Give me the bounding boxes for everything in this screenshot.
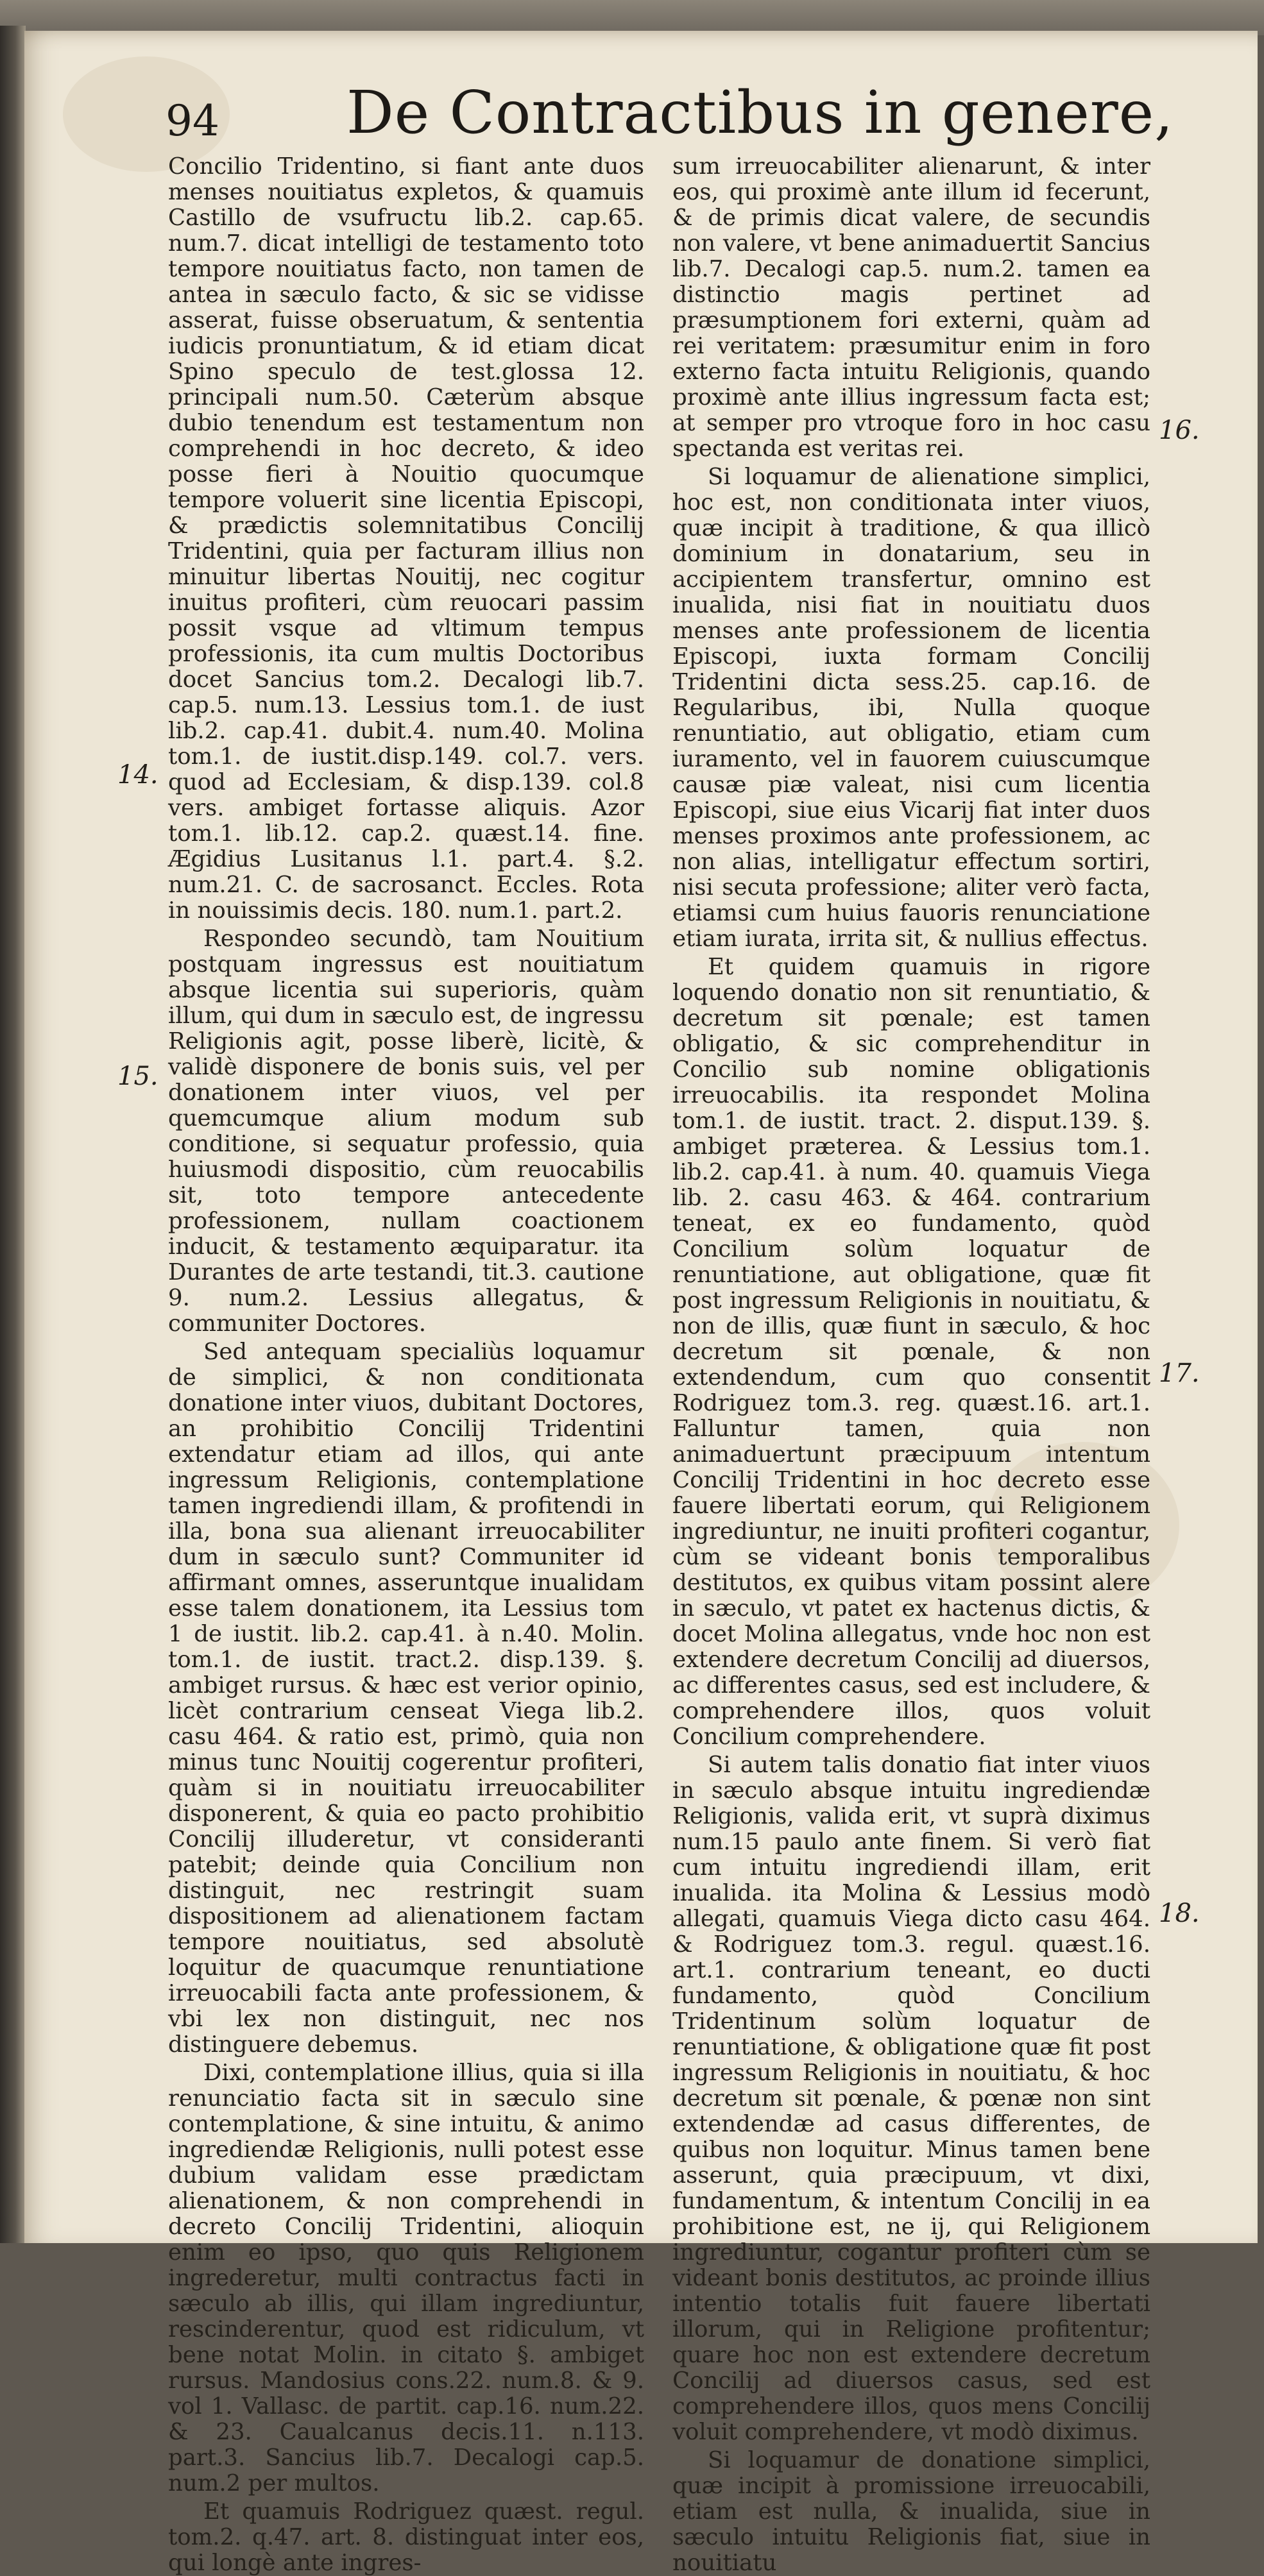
running-title: De Contractibus in genere, [346, 78, 1174, 147]
right-column [672, 154, 1150, 2576]
paragraph: Si loquamur de donatione simplici, quæ incipit à promissione irreuocabili, etiam est nulla, & inualida, siue in sæculo intuitu Religionis fiat, siue in nouitiatu [672, 2447, 1150, 2576]
page-number: 94 [166, 96, 219, 146]
paragraph: Dixi, contemplatione illius, quia si illa renunciatio facta sit in sæculo sine contemplatione, & sine intuitu, & animo ingrediendæ Religionis, nulli potest esse dubium validam esse prædictam alienationem, & non comprehendi in decreto Concilij Tridentini, alioquin enim eo ipso, quo quis Religionem ingrederetur, multi contractus facti in sæculo ab illis, qui illam ingrediuntur, rescinderentur, quod est ridiculum, vt bene notat Molin. in citato §. ambiget rursus. Mandosius cons.22. num.8. & 9. vol 1. Vallasc. de partit. cap.16. num.22. & 23. Caualcanus decis.11. n.113. part.3. Sancius lib.7. Decalogi cap.5. num.2 per multos. [168, 2060, 644, 2496]
paragraph: sum irreuocabiliter alienarunt, & inter eos, qui proximè ante illum id fecerunt, & de primis dicat valere, de secundis non valere, vt bene animaduertit Sancius lib.7. Decalogi cap.5. num.2. tamen ea distinctio magis pertinet ad præsumptionem fori externi, quàm ad rei veritatem: præsumitur enim in foro externo facta intuitu Religionis, quando proximè ante illius ingressum facta est; at semper pro vtroque foro in hoc casu spectanda est veritas rei. [672, 153, 1150, 462]
paragraph: Respondeo secundò, tam Nouitium postquam ingressus est nouitiatum absque licentia sui superioris, quàm illum, qui dum in sæculo est, de ingressu Religionis agit, posse liberè, licitè, & validè disponere de bonis suis, vel per donationem inter viuos, vel per quemcumque alium modum sub conditione, si sequatur professio, quia huiusmodi dispositio, cùm reuocabilis sit, toto tempore antecedente professionem, nullam coactionem inducit, & testamento æquiparatur. ita Durantes de arte testandi, tit.3. cautione 9. num.2. Lessius allegatus, & communiter Doctores. [168, 926, 644, 1337]
paragraph: Sed antequam specialiùs loquamur de simplici, & non conditionata donatione inter viuos, dubitant Doctores, an prohibitio Concilij Tridentini extendatur etiam ad illos, qui ante ingressum Religionis, contemplatione tamen ingrediendi illam, & profitendi in illa, bona sua alienant irreuocabiliter dum in sæculo sunt? Communiter id affirmant omnes, asseruntque inualidam esse talem donationem, ita Lessius tom 1 de iustit. lib.2. cap.41. à n.40. Molin. tom.1. de iustit. tract.2. disp.139. §. ambiget rursus. & hæc est verior opinio, licèt contrarium censeat Viega lib.2. casu 464. & ratio est, primò, quia non minus tunc Nouitij cogerentur profiteri, quàm si in nouitiatu irreuocabiliter disponerent, & quia eo pacto prohibitio Concilij illuderetur, vt consideranti patebit; deinde quia Concilium non distinguit, nec restringit suam dispositionem ad alienationem factam tempore nouitiatus, sed absolutè loquitur de quacumque renuntiatione irreuocabili facta ante professionem, & vbi lex non distinguit, nec nos distinguere debemus. [168, 1339, 644, 2058]
paragraph: Si autem talis donatio fiat inter viuos in sæculo absque intuitu ingrediendæ Religionis, valida erit, vt suprà diximus num.15 paulo ante finem. Si verò fiat cum intuitu ingrediendi illam, erit inualida. ita Molina & Lessius modò allegati, quamuis Viega dicto casu 464. & Rodriguez tom.3. regul. quæst.16. art.1. contrarium teneant, eo ducti fundamento, quòd Concilium Tridentinum solùm loquatur de renuntiatione, & obligatione quæ fit post ingressum Religionis in nouitiatu, & hoc decretum sit pœnale, & pœnæ non sint extendendæ ad casus differentes, de quibus non loquitur. Minus tamen bene asserunt, quia præcipuum, vt dixi, fundamentum, & intentum Concilij in ea prohibitione est, ne ij, qui Religionem ingrediuntur, cogantur profiteri cùm se videant bonis destitutos, ac proinde illius intentio totalis fuit fauere libertati illorum, qui in Religione profitentur; quare hoc non est extendere decretum Concilij ad diuersos casus, sed est comprehendere illos, quos mens Concilij voluit comprehendere, vt modò diximus. [672, 1752, 1150, 2445]
book-binding [0, 26, 26, 2243]
paragraph: Concilio Tridentino, si fiant ante duos menses nouitiatus expletos, & quamuis Castillo de vsufructu lib.2. cap.65. num.7. dicat intelligi de testamento toto tempore nouitiatus facto, non tamen de antea in sæculo facto, & sic se vidisse asserat, fuisse obseruatum, & sententia iudicis pronuntiatum, & id etiam dicat Spino speculo de test.glossa 12. principali num.50. Cæterùm absque dubio tenendum est testamentum non comprehendi in hoc decreto, & ideo posse fieri à Nouitio quocumque tempore voluerit sine licentia Episcopi, & prædictis solemnitatibus Concilij Tridentini, quia per facturam illius non minuitur libertas Nouitij, nec cogitur inuitus profiteri, cùm reuocari passim possit vsque ad vltimum tempus professionis, ita cum multis Doctoribus docet Sancius tom.2. Decalogi lib.7. cap.5. num.13. Lessius tom.1. de iust lib.2. cap.41. dubit.4. num.40. Molina tom.1. de iustit.disp.149. col.7. vers. quod ad Ecclesiam, & disp.139. col.8 vers. ambiget fortasse aliquis. Azor tom.1. lib.12. cap.2. quæst.14. fine. Ægidius Lusitanus l.1. part.4. §.2. num.21. C. de sacrosanct. Eccles. Rota in nouissimis decis. 180. num.1. part.2. [168, 153, 644, 924]
paragraph: Et quidem quamuis in rigore loquendo donatio non sit renuntiatio, & decretum sit pœnale; est tamen obligatio, & sic comprehenditur in Concilio sub nomine obligationis irreuocabilis. ita respondet Molina tom.1. de iustit. tract. 2. disput.139. §. ambiget præterea. & Lessius tom.1. lib.2. cap.41. à num. 40. quamuis Viega lib. 2. casu 463. & 464. contrarium teneat, ex eo fundamento, quòd Concilium solùm loquatur de renuntiatione, aut obligatione, quæ fit post ingressum Religionis in nouitiatu, & non de illis, quæ fiunt in sæculo, & hoc decretum sit pœnale, & non extendendum, cum quo consentit Rodriguez tom.3. reg. quæst.16. art.1. Falluntur tamen, quia non animaduertunt præcipuum intentum Concilij Tridentini in hoc decreto esse fauere libertati eorum, qui Religionem ingrediuntur, ne inuiti profiteri cogantur, cùm se videant bonis temporalibus destitutos, ex quibus vitam possint alere in sæculo, vt patet ex hactenus dictis, & docet Molina allegatus, vnde hoc non est extendere decretum Concilij ad diuersos, ac differentes casus, sed est includere, & comprehendere illos, quos voluit Concilium comprehendere. [672, 954, 1150, 1750]
margin-number-15: 15. [117, 1062, 158, 1091]
scan-top-edge [0, 0, 1264, 35]
paragraph: Si loquamur de alienatione simplici, hoc est, non conditionata inter viuos, quæ incipit à traditione, & qua illicò dominium in donatarium, seu in accipientem transfertur, omnino est inualida, nisi fiat in nouitiatu duos menses ante professionem de licentia Episcopi, iuxta formam Concilij Tridentini dicta sess.25. cap.16. de Regularibus, ibi, Nulla quoque renuntiatio, aut obligatio, etiam cum iuramento, vel in fauorem cuiuscumque causæ piæ valeat, nisi cum licentia Episcopi, siue eius Vicarij fiat inter duos menses proximos ante professionem, ac non alias, intelligatur effectum sortiri, nisi secuta professione; aliter verò facta, etiamsi cum huius fauoris renunciatione etiam iurata, irrita sit, & nullius effectus. [672, 464, 1150, 952]
margin-number-17: 17. [1159, 1359, 1200, 1388]
paragraph: Et quamuis Rodriguez quæst. regul. tom.2. q.47. art. 8. distinguat inter eos, qui longè ante ingres- [168, 2498, 644, 2576]
margin-number-14: 14. [117, 760, 158, 790]
margin-number-16: 16. [1159, 416, 1200, 445]
left-column [168, 154, 644, 2576]
margin-number-18: 18. [1159, 1899, 1200, 1928]
